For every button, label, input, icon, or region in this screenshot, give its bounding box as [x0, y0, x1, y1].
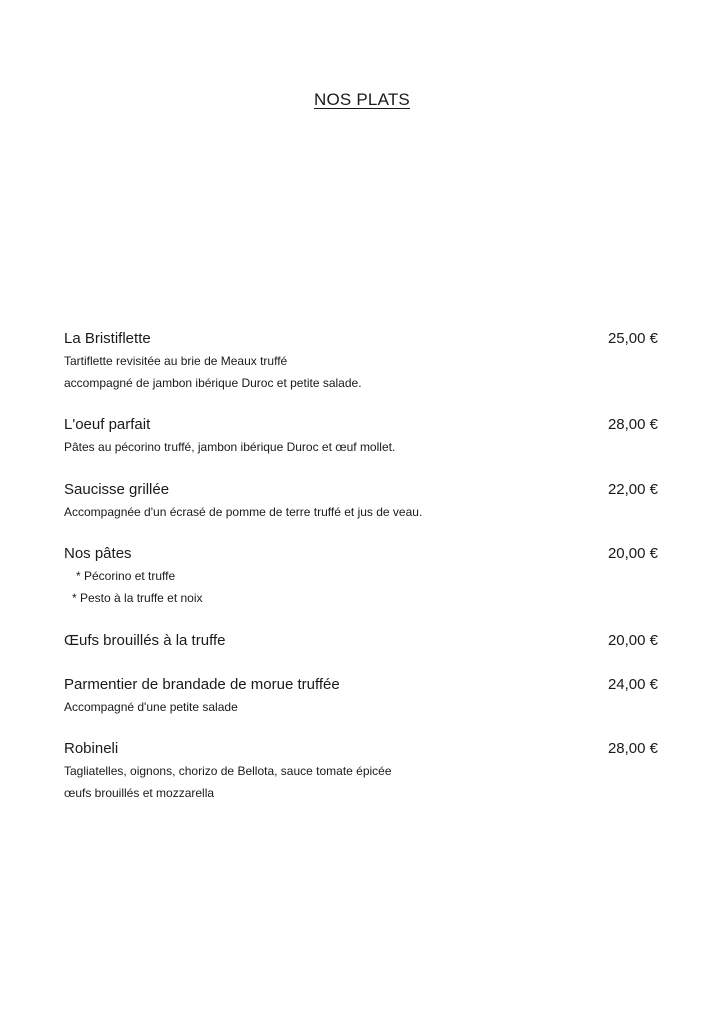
dish-description: accompagné de jambon ibérique Duroc et petite salade.: [64, 376, 362, 390]
dish-name: Parmentier de brandade de morue truffée: [64, 676, 340, 693]
menu-item-saucisse-grillee: [64, 481, 658, 520]
dish-name: L'oeuf parfait: [64, 416, 151, 433]
dish-price: 25,00 €: [607, 330, 658, 347]
dish-price: 22,00 €: [607, 481, 658, 498]
dish-description: Tagliatelles, oignons, chorizo de Bellota, sauce tomate épicée: [64, 764, 392, 778]
dish-name: Œufs brouillés à la truffe: [64, 632, 226, 649]
dish-price: 28,00 €: [607, 416, 658, 433]
dish-name: La Bristiflette: [64, 330, 151, 347]
dish-description: Accompagné d'une petite salade: [64, 700, 238, 714]
dish-name: Nos pâtes: [64, 545, 132, 562]
menu-item-robineli: [64, 740, 658, 801]
dish-name: Saucisse grillée: [64, 481, 170, 498]
page-title: NOS PLATS: [314, 90, 410, 109]
menu-item-nos-pates: [64, 545, 658, 606]
menu-item-oeuf-parfait: [64, 416, 658, 455]
dish-price: 24,00 €: [607, 676, 658, 693]
dish-description: Pâtes au pécorino truffé, jambon ibérique Duroc et œuf mollet.: [64, 440, 396, 454]
dish-description: Accompagnée d'un écrasé de pomme de terre truffé et jus de veau.: [64, 505, 423, 519]
menu-item-oeufs-brouilles: [64, 632, 658, 649]
dish-option: * Pesto à la truffe et noix: [72, 591, 203, 605]
dish-description: Tartiflette revisitée au brie de Meaux truffé: [64, 354, 288, 368]
dish-price: 28,00 €: [607, 740, 658, 757]
dish-name: Robineli: [64, 740, 119, 757]
dish-price: 20,00 €: [607, 545, 658, 562]
menu-item-parmentier: [64, 676, 658, 715]
dish-description: œufs brouillés et mozzarella: [64, 786, 215, 800]
dish-option: * Pécorino et truffe: [76, 569, 176, 583]
dish-price: 20,00 €: [607, 632, 658, 649]
menu-item-bristiflette: [64, 330, 658, 391]
